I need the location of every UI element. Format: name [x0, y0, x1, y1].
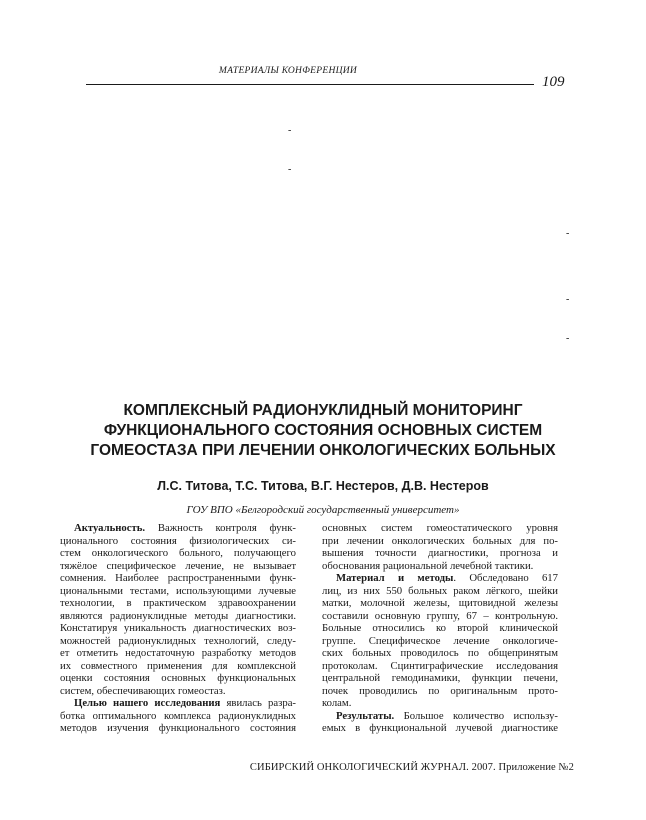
relevance-heading: Актуальность.	[74, 522, 146, 534]
text-line	[60, 522, 296, 535]
title-line: ГОМЕОСТАЗА ПРИ ЛЕЧЕНИИ ОНКОЛОГИЧЕСКИХ БОЛЬНЫХ	[90, 442, 556, 459]
text-line: их совместного применения для комплексной	[60, 659, 296, 672]
stray-mark: -	[566, 228, 570, 239]
running-header: МАТЕРИАЛЫ КОНФЕРЕНЦИИ	[218, 66, 358, 76]
text-line: почек проводились по оригинальным прото-	[322, 684, 558, 697]
text-line: ботка оптимального комплекса радионуклидных	[60, 709, 296, 722]
aim-heading: Целью нашего исследования	[74, 697, 221, 709]
stray-mark: -	[566, 333, 570, 344]
text-fragment: Важность контроля функ-	[145, 522, 296, 534]
left-column	[60, 522, 296, 735]
text-line: обоснования рациональной лечебной тактики.	[322, 559, 534, 572]
text-line: можностей радионуклидных технологий, следу-	[60, 634, 296, 647]
text-line: тяжёлое специфическое лечение, не вызывает	[60, 559, 296, 572]
text-line: протоколам. Сцинтиграфические исследования	[322, 659, 558, 672]
title-line: ФУНКЦИОНАЛЬНОГО СОСТОЯНИЯ ОСНОВНЫХ СИСТЕМ	[103, 422, 543, 439]
text-line: при лечении онкологических больных для по-	[322, 534, 558, 547]
article-title	[40, 401, 606, 461]
text-line: лиц, из них 550 больных раком лёгкого, шейки	[322, 584, 558, 597]
text-fragment: . Обследовано 617	[453, 572, 558, 584]
text-line	[60, 697, 296, 710]
text-line: вышения точности диагностики, прогноза и	[322, 547, 558, 559]
results-heading: Результаты.	[336, 709, 395, 722]
text-line: центральной гемодинамики, функции печени,	[322, 672, 558, 684]
affiliation: ГОУ ВПО «Белгородский государственный университет»	[186, 504, 460, 516]
stray-mark: -	[566, 294, 570, 305]
text-line: группе. Специфическое лечение онкологиче-	[322, 634, 558, 647]
stray-mark: -	[288, 125, 292, 136]
text-line: ет отметить недостаточную разработку методов	[60, 647, 296, 659]
title-line: КОМПЛЕКСНЫЙ РАДИОНУКЛИДНЫЙ МОНИТОРИНГ	[123, 402, 523, 419]
authors: Л.С. Титова, Т.С. Титова, В.Г. Нестеров, Д.В. Нестеров	[157, 479, 489, 493]
text-fragment: Большое количество использу-	[394, 709, 558, 722]
text-line: колам.	[322, 697, 352, 709]
text-line: методов изучения функционального состояния	[60, 722, 296, 734]
text-line: матки, молочной железы, щитовидной железы	[322, 597, 558, 609]
right-column	[322, 522, 558, 735]
text-line: основных систем гомеостатического уровня	[322, 522, 558, 534]
text-line	[322, 710, 558, 723]
text-line: сомнения. Наиболее распространенными функ-	[60, 572, 296, 584]
text-line: оценки состояния основных функциональных	[60, 672, 296, 684]
text-line: систем, обеспечивающих гомеостаз.	[60, 684, 226, 697]
journal-footer: СИБИРСКИЙ ОНКОЛОГИЧЕСКИЙ ЖУРНАЛ. 2007. Приложение №2	[249, 762, 574, 773]
text-line: составили основную группу, 67 – контрольную.	[322, 609, 558, 622]
text-line: ских больных проводилось по общепринятым	[322, 647, 558, 659]
text-line: стем онкологического больного, получающего	[60, 547, 296, 559]
text-line: технологии, в практическом здравоохранении	[60, 597, 296, 609]
page-number: 109	[542, 74, 565, 90]
text-line: циональными тестами, использующими лучевые	[60, 584, 296, 597]
text-line: ционального состояния физиологических си-	[60, 534, 296, 547]
stray-mark: -	[288, 164, 292, 175]
methods-heading: Материал и методы	[336, 572, 454, 584]
text-line	[322, 572, 558, 585]
text-fragment: явилась разра-	[220, 697, 296, 709]
text-line: емых в функциональной лучевой диагностике	[322, 722, 558, 734]
text-line: Констатируя уникальность диагностических воз-	[60, 622, 296, 634]
header-rule	[86, 84, 534, 85]
text-line: Больные относились ко второй клинической	[322, 622, 558, 634]
text-line: являются радионуклидные методы диагностики.	[60, 609, 296, 622]
